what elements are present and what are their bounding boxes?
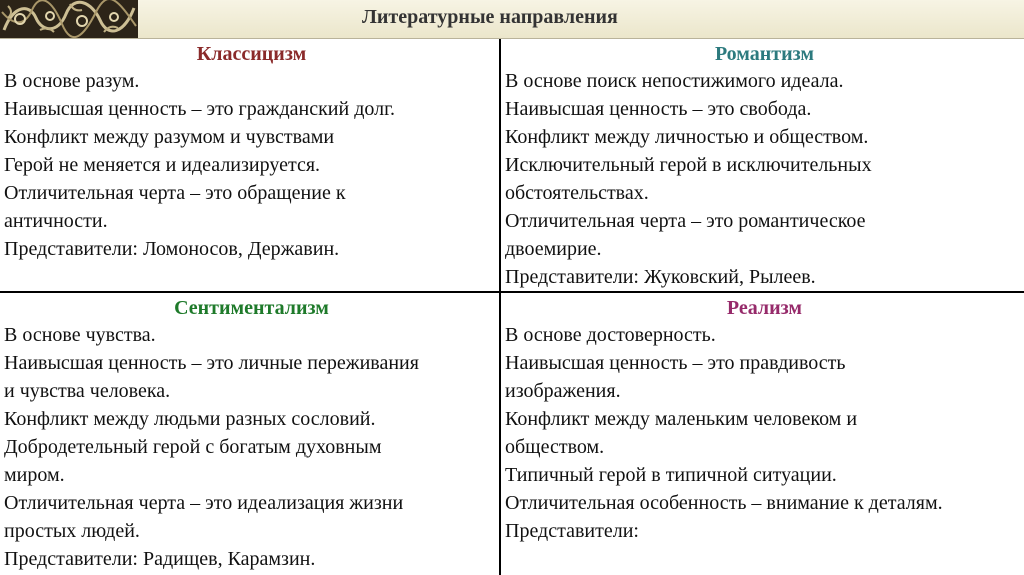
list-item: Герой не меняется и идеализируется. xyxy=(4,154,321,176)
list-item: В основе разум. xyxy=(4,70,140,92)
page-title: Литературные направления xyxy=(362,6,618,28)
realism-title: Реализм xyxy=(726,297,803,319)
sentimentalism-lines xyxy=(4,321,499,573)
list-item: Добродетельный герой с богатым духовным xyxy=(4,436,382,458)
list-item: античности. xyxy=(4,210,108,232)
romanticism-lines xyxy=(505,67,1024,291)
list-item: Наивысшая ценность – это гражданский долг. xyxy=(4,98,396,120)
slide-header xyxy=(0,0,1024,39)
cell-classicism xyxy=(0,39,500,292)
list-item: В основе достоверность. xyxy=(505,324,716,346)
list-item: Наивысшая ценность – это свобода. xyxy=(505,98,812,120)
list-item: миром. xyxy=(4,464,65,486)
list-item: Типичный герой в типичной ситуации. xyxy=(505,464,837,486)
sentimentalism-title: Сентиментализм xyxy=(174,297,329,319)
list-item: Представители: Жуковский, Рылеев. xyxy=(505,266,816,288)
list-item: Конфликт между людьми разных сословий. xyxy=(4,408,376,430)
table-row xyxy=(0,292,1024,575)
list-item: В основе чувства. xyxy=(4,324,156,346)
list-item: Наивысшая ценность – это личные переживания xyxy=(4,352,419,374)
list-item: Исключительный герой в исключительных xyxy=(505,154,872,176)
list-item: Наивысшая ценность – это правдивость xyxy=(505,352,846,374)
list-item: Отличительная черта – это обращение к xyxy=(4,182,346,204)
realism-lines xyxy=(505,321,1024,545)
list-item: Отличительная черта – это идеализация жизни xyxy=(4,492,404,514)
cell-romanticism xyxy=(500,39,1024,292)
list-item: обществом. xyxy=(505,436,605,458)
list-item: В основе поиск непостижимого идеала. xyxy=(505,70,844,92)
list-item: простых людей. xyxy=(4,520,140,542)
list-item: и чувства человека. xyxy=(4,380,171,402)
list-item: Конфликт между маленьким человеком и xyxy=(505,408,858,430)
list-item: Конфликт между личностью и обществом. xyxy=(505,126,869,148)
list-item: Представители: Ломоносов, Державин. xyxy=(4,238,340,260)
baroque-ornament-icon xyxy=(0,0,138,38)
list-item: Отличительная черта – это романтическое xyxy=(505,210,866,232)
cell-realism xyxy=(500,292,1024,575)
list-item: Представители: Радищев, Карамзин. xyxy=(4,548,316,570)
list-item: обстоятельствах. xyxy=(505,182,649,204)
romanticism-title: Романтизм xyxy=(714,43,815,65)
list-item: Представители: xyxy=(505,520,639,542)
table-row xyxy=(0,39,1024,292)
list-item: двоемирие. xyxy=(505,238,602,260)
classicism-title: Классицизм xyxy=(196,43,307,65)
list-item: Отличительная особенность – внимание к деталям. xyxy=(505,492,943,514)
list-item: Конфликт между разумом и чувствами xyxy=(4,126,335,148)
cell-sentimentalism xyxy=(0,292,500,575)
list-item: изображения. xyxy=(505,380,621,402)
classicism-lines xyxy=(4,67,499,263)
directions-table xyxy=(0,39,1024,575)
